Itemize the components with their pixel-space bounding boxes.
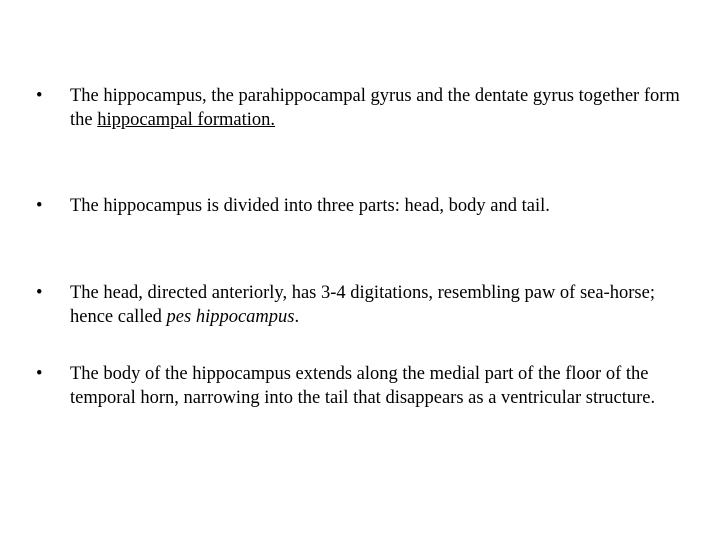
- bullet-text-part: .: [294, 307, 300, 327]
- bullet-icon: •: [36, 196, 43, 216]
- bullet-text: [70, 84, 686, 132]
- bullet-text-part: The hippocampus, the parahippocampal gyrus and the dentate gyrus together form the: [70, 86, 680, 130]
- underlined-term: hippocampal formation.: [97, 110, 275, 130]
- italic-term: pes hippocampus: [166, 307, 295, 327]
- bullet-item: [36, 362, 686, 410]
- bullet-icon: •: [36, 86, 43, 106]
- bullet-text: The body of the hippocampus extends along the medial part of the floor of the temporal horn, narrowing into the tail that disappears as a ventricular structure.: [70, 364, 656, 408]
- bullet-text-part: The head, directed anteriorly, has 3-4 digitations, resembling paw of sea-horse; hence called: [70, 283, 655, 327]
- bullet-icon: •: [36, 364, 43, 384]
- bullet-text: The hippocampus is divided into three parts: head, body and tail.: [70, 196, 550, 216]
- bullet-text: [70, 281, 686, 329]
- bullet-item: [36, 281, 686, 329]
- bullet-item: [36, 84, 686, 132]
- bullet-item: [36, 194, 686, 218]
- bullet-icon: •: [36, 283, 43, 303]
